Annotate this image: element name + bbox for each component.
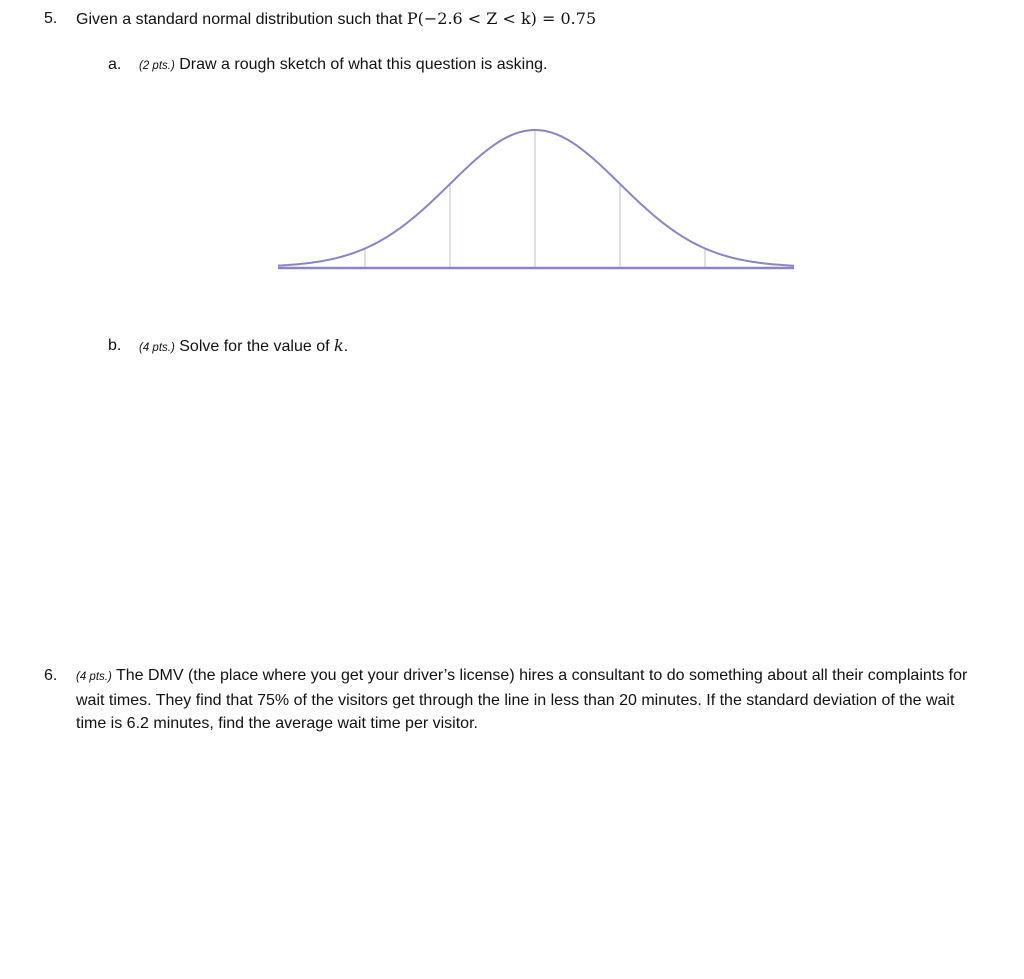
question-prompt: Given a standard normal distribution such that xyxy=(76,11,407,28)
points-label: (4 pts.) xyxy=(139,342,175,354)
question-number: 6. xyxy=(44,667,58,684)
part-instruction: Draw a rough sketch of what this question is asking. xyxy=(179,56,548,73)
bell-curve xyxy=(278,130,794,266)
part-instruction-end: . xyxy=(343,338,349,355)
part-letter: b. xyxy=(108,337,122,354)
part-instruction: Solve for the value of xyxy=(179,338,335,355)
question-6-text xyxy=(76,664,976,735)
variable-k: k xyxy=(334,336,344,355)
part-text xyxy=(139,53,547,78)
probability-expression: P(−2.6 < Z < k) = 0.75 xyxy=(406,9,597,28)
question-text xyxy=(76,7,596,31)
points-label: (4 pts.) xyxy=(76,671,112,683)
part-text xyxy=(139,334,348,360)
sigma-guide-lines xyxy=(365,130,705,267)
part-letter: a. xyxy=(108,56,122,73)
question-number: 5. xyxy=(44,10,58,27)
points-label: (2 pts.) xyxy=(139,60,175,72)
normal-curve-sketch xyxy=(270,120,800,280)
question-prompt: The DMV (the place where you get your driver’s license) hires a consultant to do something about all their complaints for wait times. They find that 75% of the visitors get through the line in less than 20 minutes. If the standard deviation of the wait time is 6.2 minutes, find the average wait time per visitor. xyxy=(76,667,968,732)
